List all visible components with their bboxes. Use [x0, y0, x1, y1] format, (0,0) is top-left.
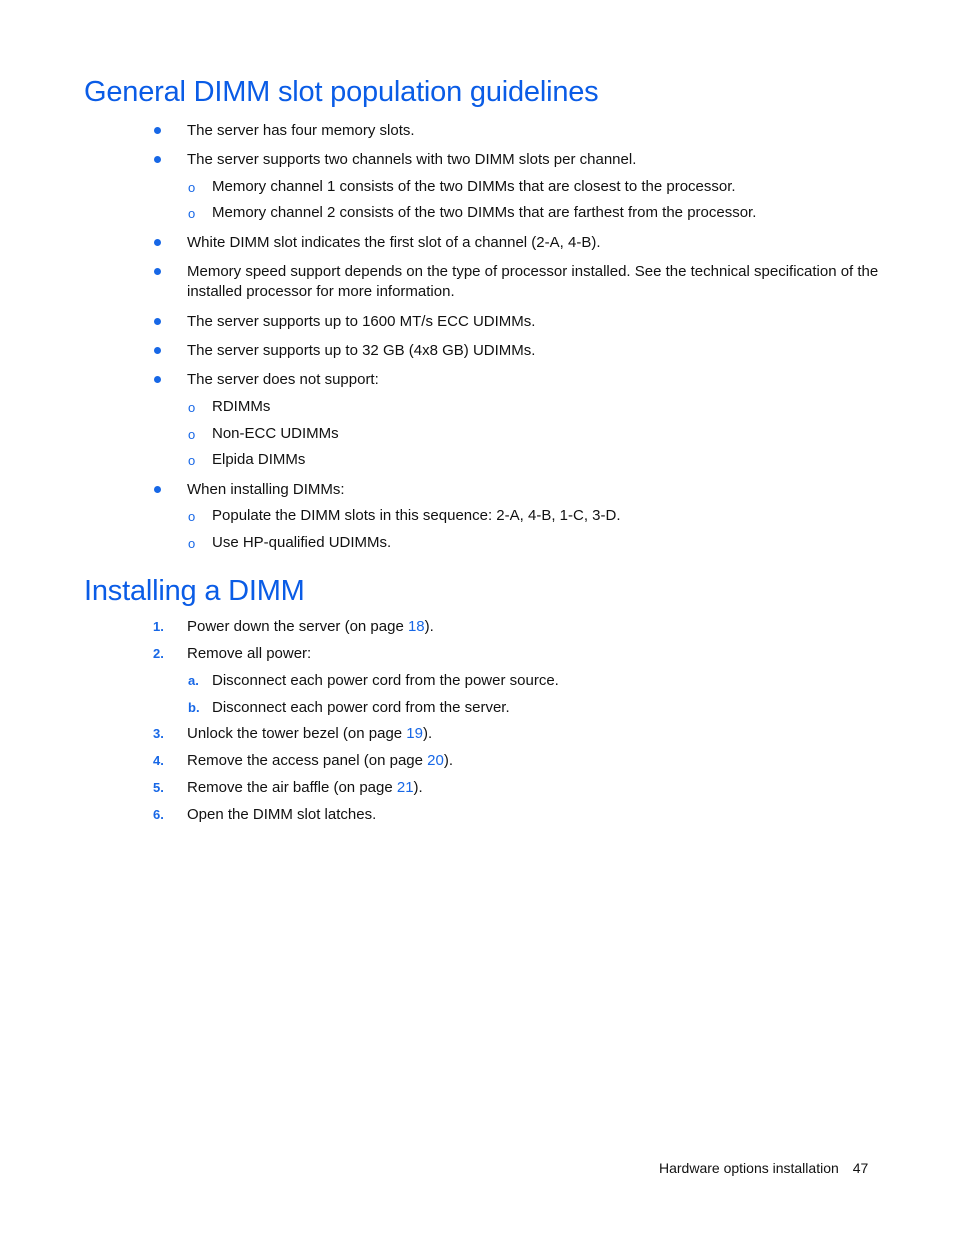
step-number: 3.	[153, 726, 164, 741]
page-link-21[interactable]: 21	[396, 779, 414, 796]
sub-bullet-icon: o	[188, 206, 196, 221]
list-item: The server supports up to 32 GB (4x8 GB) UDIMMs.	[187, 342, 536, 359]
sub-bullet-icon: o	[188, 427, 196, 442]
step-number: 2.	[153, 646, 164, 661]
substep-letter: a.	[188, 673, 199, 688]
list-item: The server supports two channels with two DIMM slots per channel.	[187, 151, 637, 168]
step-item	[187, 751, 453, 771]
step-text-end: ).	[422, 725, 433, 742]
sub-list-item: Use HP-qualified UDIMMs.	[212, 534, 392, 551]
step-text-end: ).	[424, 618, 434, 635]
bullet-icon	[154, 239, 161, 246]
page-link-19[interactable]: 19	[406, 725, 423, 742]
step-text: Power down the server (on page	[187, 618, 408, 635]
step-text: Remove the access panel (on page	[187, 752, 428, 769]
sub-bullet-icon: o	[188, 400, 196, 415]
sub-list-item: Elpida DIMMs	[212, 451, 306, 468]
substep-item: Disconnect each power cord from the server.	[212, 699, 510, 716]
bullet-icon	[154, 376, 161, 383]
list-item: When installing DIMMs:	[187, 481, 345, 498]
list-item: White DIMM slot indicates the first slot of a channel (2-A, 4-B).	[187, 234, 601, 251]
sub-list-item: Populate the DIMM slots in this sequence: 2-A, 4-B, 1-C, 3-D.	[212, 507, 621, 524]
sub-list-item: Non-ECC UDIMMs	[212, 425, 339, 442]
sub-bullet-icon: o	[188, 509, 196, 524]
sub-bullet-icon: o	[188, 180, 196, 195]
step-text: Remove the air baffle (on page	[187, 779, 397, 796]
list-item: The server supports up to 1600 MT/s ECC UDIMMs.	[187, 313, 536, 330]
page-link-20[interactable]: 20	[427, 752, 444, 769]
sub-list-item: Memory channel 2 consists of the two DIMMs that are farthest from the processor.	[212, 204, 757, 221]
step-number: 6.	[153, 807, 164, 822]
page-footer	[659, 1158, 868, 1178]
list-item: The server has four memory slots.	[187, 122, 415, 139]
step-number: 1.	[153, 619, 164, 634]
step-item: Remove all power:	[187, 645, 312, 662]
step-number: 5.	[153, 780, 164, 795]
list-item: Memory speed support depends on the type of processor installed. See the technical specification of the	[187, 263, 879, 280]
step-item	[187, 617, 434, 637]
substep-item: Disconnect each power cord from the power source.	[212, 672, 559, 689]
bullet-icon	[154, 268, 161, 275]
bullet-icon	[154, 486, 161, 493]
bullet-icon	[154, 318, 161, 325]
sub-bullet-icon: o	[188, 536, 196, 551]
page-link-18[interactable]: 18	[407, 618, 425, 635]
bullet-icon	[154, 127, 161, 134]
page-number: 47	[852, 1160, 869, 1176]
step-item	[187, 778, 423, 798]
step-item	[187, 724, 432, 744]
step-item: Open the DIMM slot latches.	[187, 806, 377, 823]
sub-list-item: Memory channel 1 consists of the two DIMMs that are closest to the processor.	[212, 178, 736, 195]
sub-bullet-icon: o	[188, 453, 196, 468]
list-item-continuation: installed processor for more information.	[187, 283, 455, 300]
section-title-installing-dimm: Installing a DIMM	[84, 575, 305, 607]
step-number: 4.	[153, 753, 164, 768]
list-item: The server does not support:	[187, 371, 379, 388]
step-text-end: ).	[413, 779, 423, 796]
step-text-end: ).	[443, 752, 454, 769]
step-text: Unlock the tower bezel (on page	[187, 725, 407, 742]
footer-section-name: Hardware options installation	[659, 1160, 839, 1176]
substep-letter: b.	[188, 700, 200, 715]
section-title-dimm-guidelines: General DIMM slot population guidelines	[84, 76, 599, 108]
bullet-icon	[154, 347, 161, 354]
sub-list-item: RDIMMs	[212, 398, 271, 415]
bullet-icon	[154, 156, 161, 163]
